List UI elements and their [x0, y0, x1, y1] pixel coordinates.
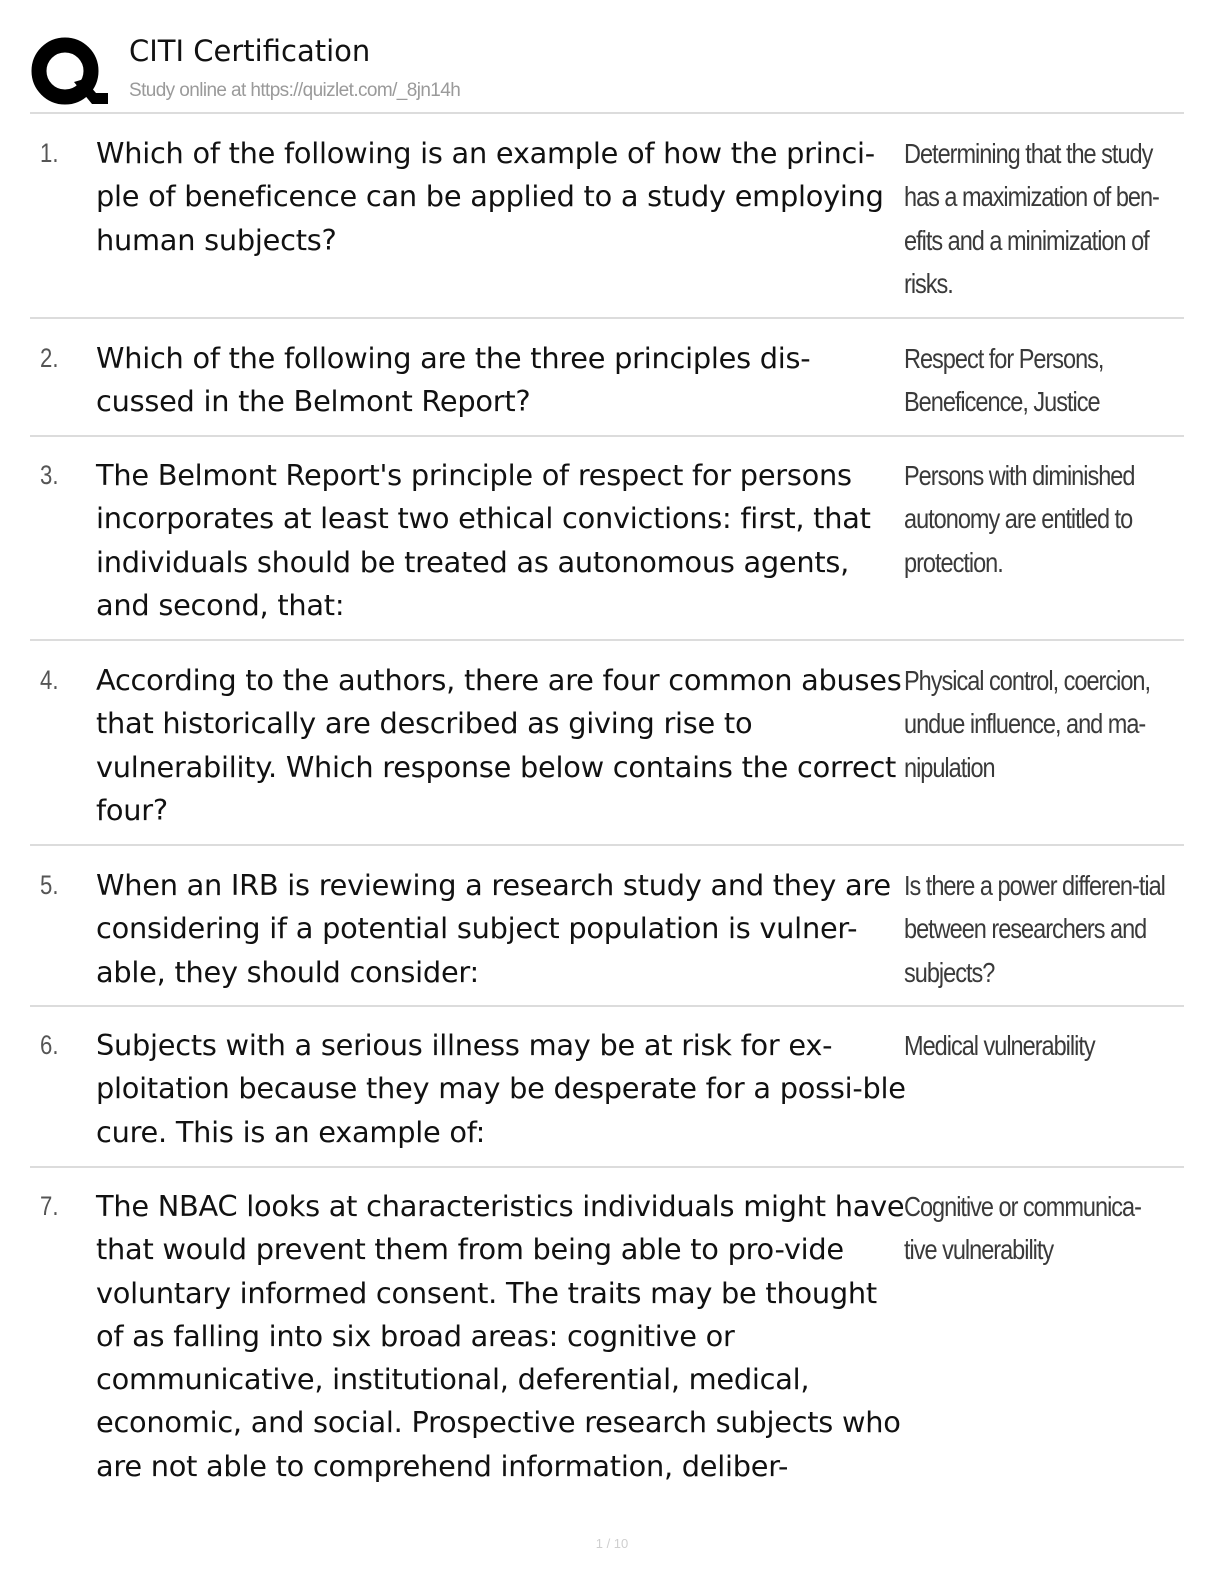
card-number: 5. — [40, 870, 59, 900]
card-term: According to the authors, there are four common abuses that historically are described as giving rise to vulnerability. Which response below contains the correct four? — [96, 663, 902, 827]
card-number: 1. — [40, 138, 59, 168]
card-number: 7. — [40, 1191, 59, 1221]
flashcard-1 — [30, 128, 1184, 319]
card-number: 6. — [40, 1030, 59, 1060]
card-term: The Belmont Report's principle of respect for persons incorporates at least two ethical convictions: first, that individuals should be treated as autonomous agents, and second, that: — [96, 458, 871, 622]
card-definition: Medical vulnerability — [904, 1030, 1095, 1061]
card-definition: Physical control, coercion, undue influence, and ma-nipulation — [904, 665, 1151, 783]
flashcard-6 — [30, 1020, 1184, 1168]
card-number: 4. — [40, 665, 59, 695]
page-number: 1 / 10 — [595, 1536, 629, 1551]
quizlet-q-logo-icon — [30, 34, 108, 110]
card-definition: Is there a power differen-tial between researchers and subjects? — [904, 870, 1165, 988]
document-header — [30, 30, 1184, 114]
card-definition: Persons with diminished autonomy are entitled to protection. — [904, 460, 1135, 578]
document-title: CITI Certification — [129, 34, 371, 68]
card-number: 2. — [40, 343, 59, 373]
study-online-link[interactable]: Study online at https://quizlet.com/_8jn14h — [129, 80, 461, 101]
card-definition: Determining that the study has a maximization of ben-efits and a minimization of risks. — [904, 138, 1159, 299]
card-term: Which of the following is an example of how the princi-ple of beneficence can be applied to a study employing human subjects? — [96, 136, 884, 257]
card-term: Subjects with a serious illness may be at risk for ex-ploitation because they may be desperate for a possi-ble cure. This is an example of: — [96, 1028, 906, 1149]
card-definition: Cognitive or communica-tive vulnerability — [904, 1191, 1141, 1266]
card-definition: Respect for Persons, Beneficence, Justice — [904, 343, 1104, 418]
flashcard-4 — [30, 655, 1184, 846]
flashcard-5 — [30, 860, 1184, 1007]
card-term: The NBAC looks at characteristics individuals might have that would prevent them from being able to pro-vide voluntary informed consent. The traits may be thought of as falling into six broad areas: cognitive or communicative, institutional, deferential, medical, economic, and social. Prospective research subjects who are not able to comprehend information, deliber- — [96, 1189, 905, 1483]
flashcard-2 — [30, 333, 1184, 437]
flashcard-3 — [30, 450, 1184, 641]
flashcard-7 — [30, 1181, 1184, 1491]
card-number: 3. — [40, 460, 59, 490]
card-term: When an IRB is reviewing a research study and they are considering if a potential subject population is vulner-able, they should consider: — [96, 868, 891, 989]
card-term: Which of the following are the three principles dis-cussed in the Belmont Report? — [96, 341, 811, 419]
